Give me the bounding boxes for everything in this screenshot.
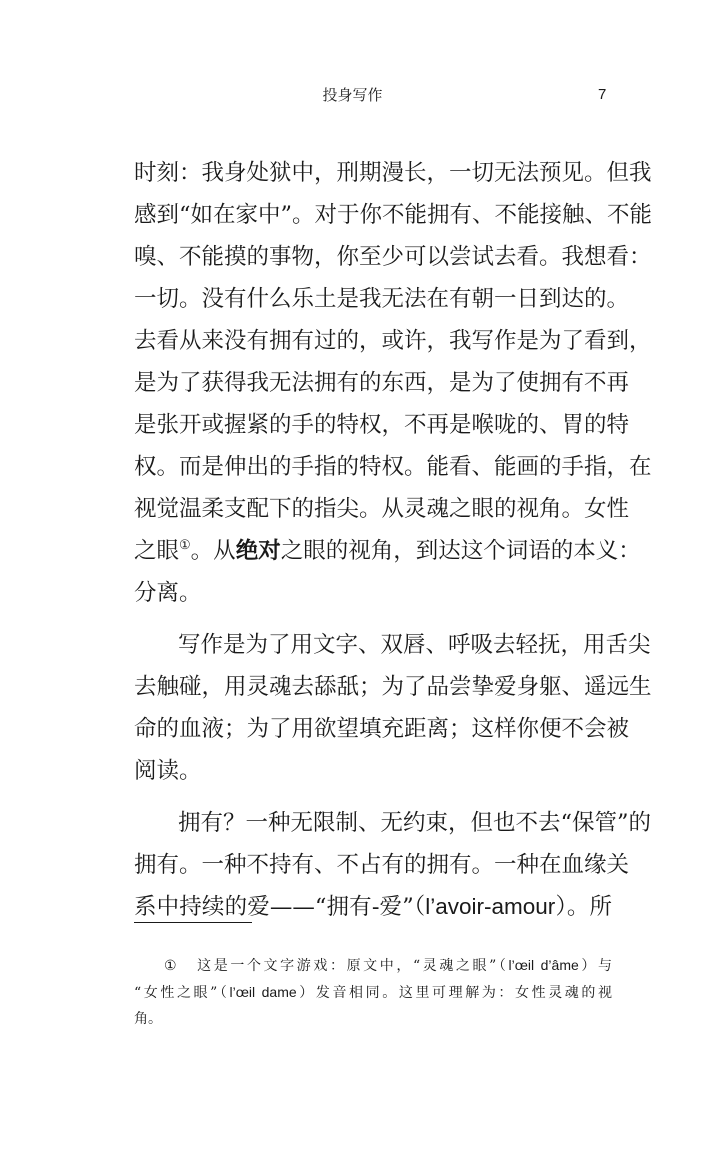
latin-term: l’avoir-amour [425,894,556,919]
footnote-reference: ① [179,538,191,553]
paragraph-1 [134,152,653,614]
text-line: 视觉温柔支配下的指尖。从灵魂之眼的视角。女性 [134,496,630,522]
text-line: 去看从来没有拥有过的，或许，我写作是为了看到， [134,328,652,354]
running-title: 投身写作 [322,86,383,104]
paragraph-3 [134,802,652,928]
footnote-line [134,952,612,979]
text-run: ）与 [578,958,612,974]
text-run: ）。所 [555,894,612,920]
footnote-line: 角。 [134,1011,162,1027]
footnote-line [134,979,612,1006]
text-line: 时刻：我身处狱中，刑期漫长，一切无法预见。但我 [134,160,652,186]
text-run: 这是一个文字游戏：原文中，“灵魂之眼”（ [197,958,509,974]
emphasis-text: 绝对 [235,538,281,564]
text-run: 之眼 [134,538,180,564]
text-line: 感到“如在家中”。对于你不能拥有、不能接触、不能 [134,202,653,228]
paragraph-2 [134,624,652,792]
latin-term: l’œil d’âme [508,957,579,973]
footnote [134,952,612,1033]
running-header [0,84,705,106]
footnote-rule [134,922,252,923]
text-line: 阅读。 [134,758,202,784]
footnote-marker: ① [164,958,180,974]
text-line: 去触碰，用灵魂去舔舐；为了品尝挚爱身躯、遥远生 [134,674,652,700]
latin-term: l’œil dame [229,984,297,1000]
text-run: “女性之眼”（ [134,985,230,1001]
text-line: 一切。没有什么乐土是我无法在有朝一日到达的。 [134,286,630,312]
text-line: 写作是为了用文字、双唇、呼吸去轻抚，用舌尖 [178,632,651,658]
page-number: 7 [598,86,607,103]
text-line: 权。而是伸出的手指的特权。能看、能画的手指，在 [134,454,652,480]
text-line: 拥有。一种不持有、不占有的拥有。一种在血缘关 [134,852,630,878]
text-line: 分离。 [134,580,202,606]
text-run: ）发音相同。这里可理解为：女性灵魂的视 [296,985,612,1001]
text-run: 之眼的视角，到达这个词语的本义： [280,538,641,564]
body-text [134,152,653,928]
text-line: 是张开或握紧的手的特权，不再是喉咙的、胃的特 [134,412,630,438]
text-run: 系中持续的爱——“拥有-爱”（ [134,894,426,920]
text-run: 。从 [190,538,236,564]
text-line [134,530,641,572]
text-line: 嗅、不能摸的事物，你至少可以尝试去看。我想看： [134,244,652,270]
text-line: 命的血液；为了用欲望填充距离；这样你便不会被 [134,716,630,742]
text-line: 是为了获得我无法拥有的东西，是为了使拥有不再 [134,370,630,396]
text-line: 拥有？一种无限制、无约束，但也不去“保管”的 [178,810,652,836]
